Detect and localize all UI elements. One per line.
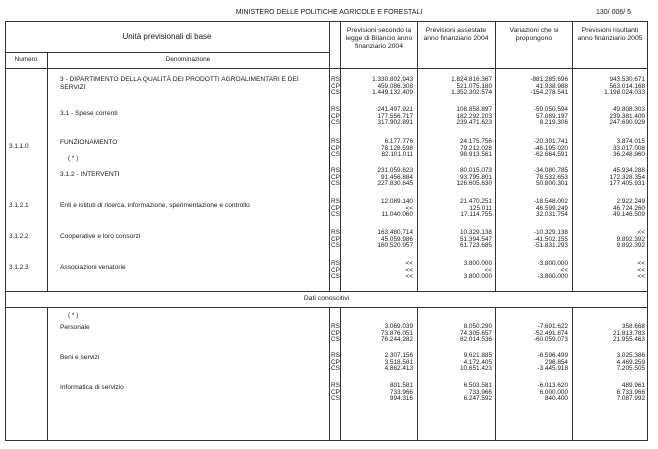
row-enti-ass: 21.470.251 125.011 17.114.755 <box>460 198 492 219</box>
row-spese-correnti-ass: 108.858.897 182.292.203 239.471.623 <box>456 106 492 127</box>
row-dipartimento-ass: 1.824.816.367 521.075.180 1.352.302.574 <box>451 76 492 97</box>
row-interventi-var: -34.080.785 78.532.653 50.800.301 <box>533 167 568 188</box>
row-dipartimento-codes: RS CP CS <box>331 76 340 97</box>
header-unita: Unità previsionali di base <box>122 32 212 41</box>
header-assestate-2004: Previsioni assestate anno finanziario 2004 <box>423 27 489 42</box>
col-sep-numero <box>47 52 48 291</box>
col-sep-codes <box>329 21 330 291</box>
dati-personale-ass: 8.050.290 74.305.657 82.014.536 <box>460 323 492 344</box>
row-associazioni-prev: << << << <box>405 260 413 281</box>
header-bottom-rule <box>5 68 648 69</box>
row-associazioni-codes: RS CP CS <box>331 260 340 281</box>
table-bottom-border <box>5 440 648 441</box>
row-funzionamento-ass: 24.175.756 79.212.028 98.913.561 <box>460 138 492 159</box>
row-funzionamento-numero: 3.1.1.0 <box>9 143 29 150</box>
row-interventi-ris: 45.934.288 172.328.354 177.405.931 <box>609 167 645 188</box>
dati-top-rule <box>5 291 648 292</box>
row-associazioni-denominazione: Associazioni venatorie <box>60 264 126 271</box>
row-spese-correnti-var: -59.050.594 57.089.197 8.219.306 <box>533 106 568 127</box>
header-previsioni-2004: Previsioni secondo la legge di Bilancio anno finanziario 2004 <box>345 27 413 50</box>
dati-bottom-rule <box>5 307 648 308</box>
row-associazioni-ass: 3.800.000 << 3.800.000 <box>463 260 492 281</box>
col-sep-prev-2 <box>340 307 341 440</box>
row-interventi-codes: RS CP CS <box>331 167 340 188</box>
dati-beni-var: -6.596.499 296.854 -3.445.918 <box>537 352 568 373</box>
row-enti-codes: RS CP CS <box>331 198 340 219</box>
row-funzionamento-star: ( * ) <box>68 155 79 162</box>
dati-informatica-codes: RS CP CS <box>331 382 340 403</box>
row-funzionamento-denominazione: FUNZIONAMENTO <box>60 139 118 146</box>
row-associazioni-numero: 3.1.2.3 <box>9 264 29 271</box>
dati-informatica-denominazione: Informatica di servizio <box>60 384 124 391</box>
row-spese-correnti-denominazione: 3.1 - Spese correnti <box>60 110 118 117</box>
col-sep-ass-2 <box>417 307 418 440</box>
row-funzionamento-ris: 3.874.015 33.017.008 36.248.960 <box>613 138 645 159</box>
dati-informatica-ass: 6.503.581 733.966 6.247.592 <box>463 382 492 403</box>
col-sep-prev <box>340 21 341 291</box>
col-sep-ass <box>417 21 418 291</box>
row-dipartimento-var: -881.285.696 41.938.988 -154.278.541 <box>530 76 568 97</box>
row-cooperative-ris: << 9.892.392 9.892.392 <box>616 229 645 250</box>
col-sep-ris <box>572 21 573 291</box>
row-cooperative-codes: RS CP CS <box>331 229 340 250</box>
row-interventi-denominazione: 3.1.2 - INTERVENTI <box>60 171 120 178</box>
row-funzionamento-codes: RS CP CS <box>331 138 340 159</box>
row-enti-denominazione: Enti e istituti di ricerca, informazione, sperimentazione e controllo <box>60 202 250 209</box>
row-cooperative-numero: 3.1.2.2 <box>9 233 29 240</box>
col-sep-codes-2 <box>329 307 330 440</box>
col-sep-var-2 <box>495 307 496 440</box>
header-risultanti-2005: Previsioni risultanti anno finanziario 2005 <box>577 27 643 42</box>
col-sep-numero-2 <box>47 307 48 440</box>
row-dipartimento-denominazione: 3 - DIPARTIMENTO DELLA QUALITÀ DEI PRODOTTI AGROALIMENTARI E DEI SERVIZI <box>60 76 299 91</box>
dati-informatica-var: -6.013.620 6.000.000 840.400 <box>537 382 568 403</box>
header-numero: Numero <box>14 56 38 63</box>
row-funzionamento-prev: 6.177.776 78.128.598 82.101.011 <box>381 138 413 159</box>
table-top-border <box>5 21 648 22</box>
dati-conoscitivi-title: Dati conoscitivi <box>303 295 350 302</box>
row-spese-correnti-ris: 49.808.303 239.381.400 247.690.929 <box>609 106 645 127</box>
table-right-border <box>647 21 648 441</box>
row-interventi-prev: 231.059.623 91.456.884 227.830.645 <box>377 167 413 188</box>
row-cooperative-var: -10.329.138 -41.502.155 -51.831.293 <box>533 229 568 250</box>
dati-informatica-ris: 489.961 6.733.966 7.087.992 <box>616 382 645 403</box>
dati-star: ( * ) <box>68 312 79 319</box>
dati-beni-prev: 2.307.156 3.518.581 4.862.413 <box>384 352 413 373</box>
row-associazioni-ris: << << << <box>637 260 645 281</box>
dati-personale-prev: 3.069.039 73.876.051 76.244.282 <box>381 323 413 344</box>
ministry-title: MINISTERO DELLE POLITICHE AGRICOLE E FORESTALI <box>235 9 423 16</box>
row-enti-ris: 2.922.249 46.724.260 49.146.509 <box>613 198 645 219</box>
col-sep-var <box>495 21 496 291</box>
row-cooperative-denominazione: Cooperative e loro consorzi <box>60 233 141 240</box>
row-spese-correnti-codes: RS CP CS <box>331 106 340 127</box>
header-variazioni: Variazioni che si propongono <box>509 27 559 42</box>
header-mid-rule <box>5 52 329 53</box>
dati-personale-denominazione: Personale <box>60 324 90 331</box>
dati-informatica-prev: 801.581 733.966 994.316 <box>389 382 413 403</box>
row-enti-var: -18.548.002 46.599.249 32.031.754 <box>533 198 568 219</box>
row-associazioni-var: -3.800.000 << -3.800.000 <box>537 260 568 281</box>
row-dipartimento-prev: 1.330.802.943 459.086.308 1.449.132.409 <box>372 76 413 97</box>
page-number: 130/ 006/ 5 <box>596 9 632 16</box>
col-sep-ris-2 <box>572 307 573 440</box>
row-enti-prev: 12.089.140 << 11.040.060 <box>381 198 413 219</box>
row-interventi-ass: 80.015.073 93.795.801 126.605.630 <box>456 167 492 188</box>
dati-beni-ass: 9.621.885 4.172.405 10.651.423 <box>460 352 492 373</box>
dati-beni-codes: RS CP CS <box>331 352 340 373</box>
row-spese-correnti-prev: 241.497.921 177.556.717 317.902.891 <box>377 106 413 127</box>
header-denominazione: Denominazione <box>165 56 211 63</box>
row-cooperative-ass: 10.329.138 51.394.547 61.723.685 <box>460 229 492 250</box>
row-dipartimento-ris: 943.530.671 563.014.168 1.198.024.033 <box>604 76 645 97</box>
dati-beni-denominazione: Beni e servizi <box>60 354 100 361</box>
dati-personale-codes: RS CP CS <box>331 323 340 344</box>
dati-personale-var: -7.691.622 -52.491.874 -60.059.073 <box>533 323 568 344</box>
row-funzionamento-var: -20.301.741 -46.195.020 -62.664.591 <box>533 138 568 159</box>
row-enti-numero: 3.1.2.1 <box>9 202 29 209</box>
row-cooperative-prev: 163.480.714 45.059.986 160.520.957 <box>377 229 413 250</box>
dati-personale-ris: 358.668 21.813.783 21.955.463 <box>613 323 645 344</box>
table-left-border <box>5 21 6 441</box>
dati-beni-ris: 3.025.386 4.469.259 7.205.505 <box>616 352 645 373</box>
